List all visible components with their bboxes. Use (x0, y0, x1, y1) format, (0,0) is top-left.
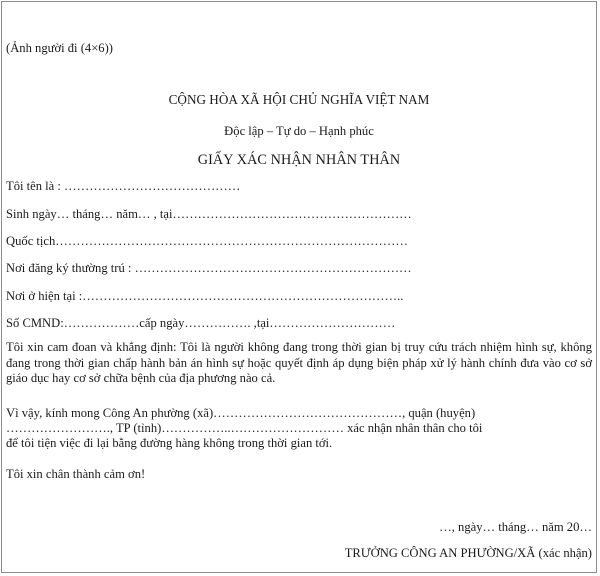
signature-title: TRƯỞNG CÔNG AN PHƯỜNG/XÃ (xác nhận) (344, 546, 592, 560)
date-line: …, ngày… tháng… năm 20… (439, 520, 592, 534)
photo-note: (Ảnh người đi (4×6)) (6, 41, 113, 55)
document-frame (1, 1, 597, 573)
current-residence-field: Nơi ở hiện tại :………………………………………………………………….. (6, 289, 404, 303)
nationality-field: Quốc tịch………………………………………………………………………… (6, 234, 408, 248)
id-card-field: Số CMND:………………cấp ngày……………. ,tại………………………… (6, 316, 396, 330)
request-line-3: để tôi tiện việc đi lại bằng đường hàng không trong thời gian tới. (6, 436, 333, 450)
country-header: CỘNG HÒA XÃ HỘI CHỦ NGHĨA VIỆT NAM (168, 92, 430, 107)
permanent-residence-field: Nơi đăng ký thường trú : ………………………………………………………… (6, 261, 412, 275)
document-title: GIẤY XÁC NHẬN NHÂN THÂN (197, 152, 401, 168)
motto: Độc lập – Tự do – Hạnh phúc (224, 124, 374, 138)
birth-field: Sinh ngày… tháng… năm… , tại………………………………………………… (6, 207, 412, 221)
commitment-paragraph: Tôi xin cam đoan và khẳng định: Tôi là người không đang trong thời gian bị truy cứu trách nhiệm hình sự, không đang trong thời gian chấp hành bản án hình sự hoặc quyết định áp dụng biện pháp xử lý hành chính đưa vào cơ sở giáo dục hay cơ sở chữa bệnh của địa phương nào cả. (6, 340, 592, 385)
request-line-1: Vì vậy, kính mong Công An phường (xã)………………………………………, quận (huyện) (6, 406, 476, 420)
thanks-line: Tôi xin chân thành cảm ơn! (6, 467, 146, 481)
name-field: Tôi tên là : …………………………………… (6, 179, 241, 193)
request-line-2: ……………………., TP (tỉnh)……………..……………………… xác nhận nhân thân cho tôi (6, 421, 483, 435)
